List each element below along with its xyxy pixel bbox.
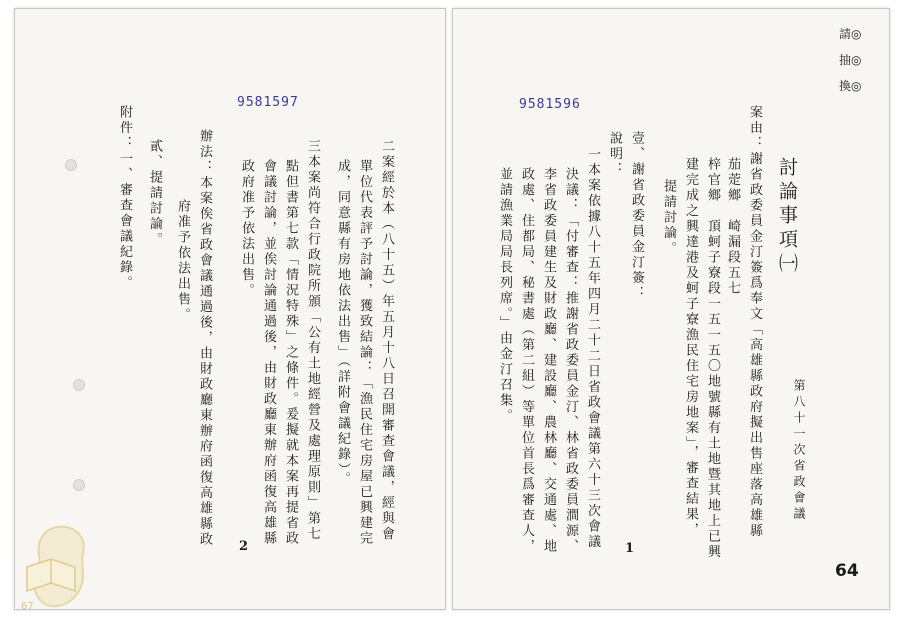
corner-page-number: 64: [835, 561, 859, 581]
text-column: 三本案尚符合行政院所頒「公有土地經營及處理原則」第七: [305, 139, 320, 542]
svg-text:67: 67: [21, 601, 34, 612]
text-column: 成，同意縣有房地依法出售」（詳附會議紀錄）。: [335, 159, 350, 487]
page-number: 1: [625, 541, 635, 556]
left-page: [14, 8, 446, 610]
text-column: 建完成之興達港及蚵子寮漁民住宅房地案」，審查結果，: [683, 157, 698, 538]
binding-hole: [65, 159, 77, 171]
document-serial-number: 9581596: [519, 97, 581, 112]
text-column: 單位代表評予討論，獲致結論：「漁民住宅房屋已興建完: [357, 159, 372, 547]
text-column: 二案經於本（八十五）年五月十八日召開審查會議，經與會: [379, 139, 394, 542]
text-column: 壹、謝省政委員金汀簽：: [629, 131, 644, 302]
stamp-mark: 抽◎: [839, 53, 862, 67]
text-column: 說明：: [607, 131, 622, 178]
section-title: 討論事項㈠: [776, 157, 798, 277]
document-serial-number: 9581597: [237, 95, 299, 110]
text-column: 政處、住都局、秘書處（第二組）等單位首長爲審查人，: [519, 167, 534, 555]
text-column: 政府准予依法出售。: [239, 159, 254, 299]
meeting-label: 第八十一次省政會議: [792, 379, 806, 523]
text-column: 李省政委員建生及財政廳、建設廳、農林廳、交通處、地: [541, 167, 556, 555]
stamp-mark: 換◎: [839, 79, 862, 93]
text-column: 梓官鄉 頂蚵子寮段一五一五〇地號縣有土地暨其地上已興: [705, 157, 720, 560]
stamp-marks: [839, 21, 861, 99]
text-column: 府准予依法出售。: [175, 199, 190, 323]
text-column: 並請漁業局局長列席。」由金汀召集。: [497, 167, 512, 424]
page-number: 2: [239, 539, 249, 554]
text-column: 提請討論。: [661, 179, 676, 257]
text-column: 會議討論，並俟討論通過後，由財政廳東辦府函復高雄縣: [261, 159, 276, 547]
right-page: [452, 8, 890, 610]
text-column: 點但書第七款「情況特殊」之條件。爰擬就本案再提省政: [283, 159, 298, 547]
text-column: 一本案依據八十五年四月二十二日省政會議第六十三次會議: [585, 147, 600, 550]
text-column: 辦法：本案俟省政會議通過後，由財政廳東辦府函復高雄縣政: [197, 129, 212, 548]
text-column: 決議：「付審查：推謝省政委員金汀、林省政委員澗源、: [563, 167, 578, 555]
text-column: 茄萣鄉 崎漏段五七: [725, 157, 740, 297]
text-column: 附件：一、審查會議紀錄。: [117, 105, 132, 291]
text-column: 貳、提請討論。: [147, 139, 162, 248]
binding-hole: [73, 479, 85, 491]
text-column: 案由：謝省政委員金汀簽爲奉文「高雄縣政府擬出售座落高雄縣: [747, 105, 762, 539]
binding-hole: [73, 379, 85, 391]
stamp-mark: 請◎: [839, 27, 862, 41]
archive-logo-icon: [17, 519, 107, 610]
